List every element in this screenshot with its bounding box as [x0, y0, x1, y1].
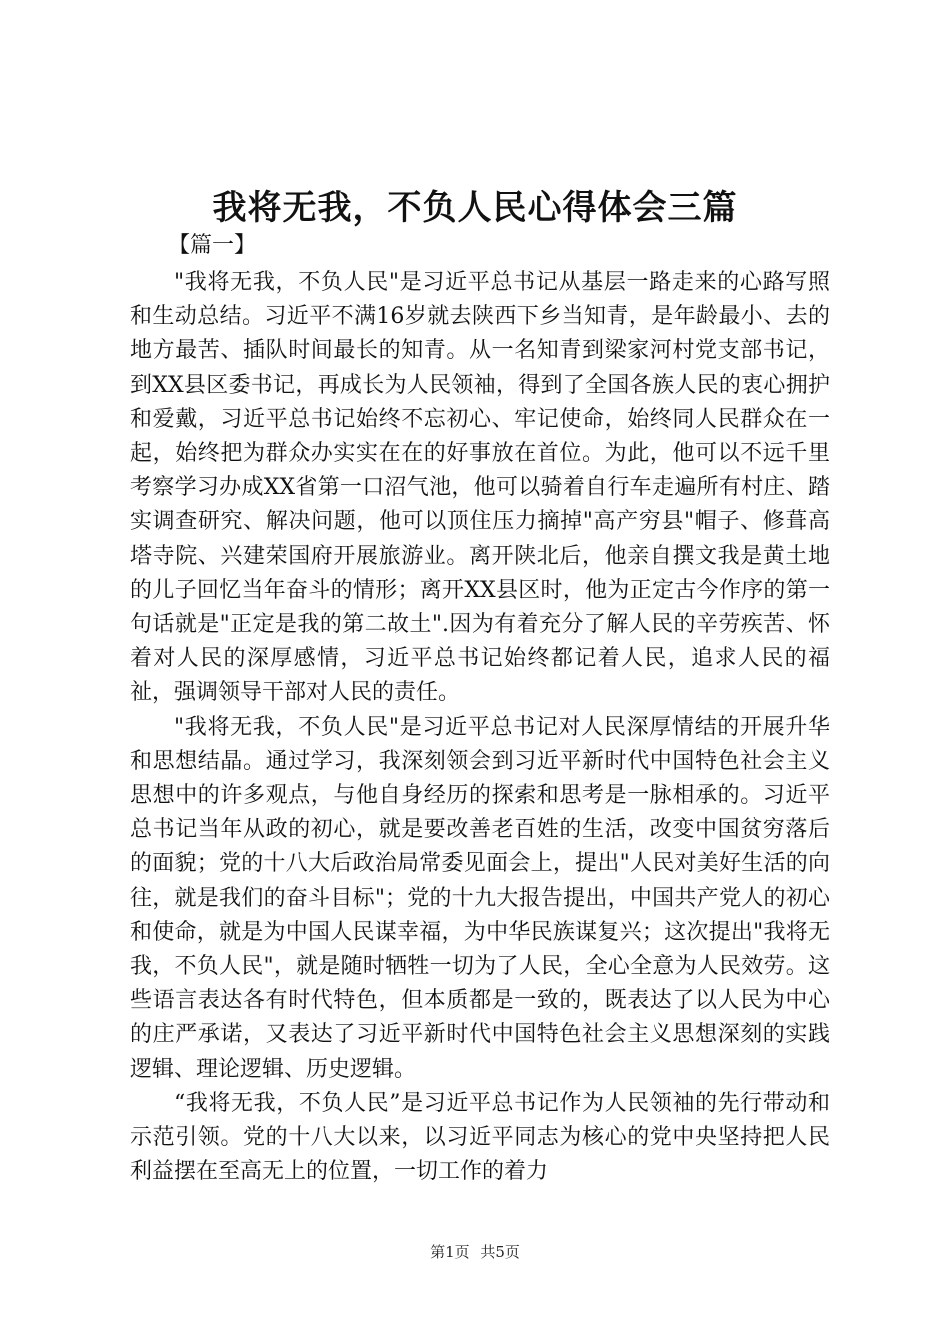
paragraph-1: "我将无我，不负人民"是习近平总书记从基层一路走来的心路写照和生动总结。习近平不满16岁就去陕西下乡当知青，是年龄最小、去的地方最苦、插队时间最长的知青。从一名知青到梁家河村党支部书记，到XX县区委书记，再成长为人民领袖，得到了全国各族人民的衷心拥护和爱戴，习近平总书记始终不忘初心、牢记使命，始终同人民群众在一起，始终把为群众办实实在在的好事放在首位。为此，他可以不远千里考察学习办成XX省第一口沼气池，他可以骑着自行车走遍所有村庄、踏实调查研究、解决问题，他可以顶住压力摘掉"高产穷县"帽子、修葺高塔寺院、兴建荣国府开展旅游业。离开陕北后，他亲自撰文我是黄土地的儿子回忆当年奋斗的情形；离开XX县区时，他为正定古今作序的第一句话就是"正定是我的第二故土".因为有着充分了解人民的辛劳疾苦、怀着对人民的深厚感情，习近平总书记始终都记着人民，追求人民的福祉，强调领导干部对人民的责任。	[130, 270, 830, 706]
paragraph-2: "我将无我，不负人民"是习近平总书记对人民深厚情结的开展升华和思想结晶。通过学习，我深刻领会到习近平新时代中国特色社会主义思想中的许多观点，与他自身经历的探索和思考是一脉相承的。习近平总书记当年从政的初心，就是要改善老百姓的生活，改变中国贫穷落后的面貌；党的十八大后政治局常委见面会上，提出"人民对美好生活的向往，就是我们的奋斗目标"；党的十九大报告提出，中国共产党人的初心和使命，就是为中国人民谋幸福，为中华民族谋复兴；这次提出"我将无我，不负人民"，就是随时牺牲一切为了人民，全心全意为人民效劳。这些语言表达各有时代特色，但本质都是一致的，既表达了以人民为中心的庄严承诺，又表达了习近平新时代中国特色社会主义思想深刻的实践逻辑、理论逻辑、历史逻辑。	[130, 714, 830, 1082]
section-label: 【篇一】	[168, 233, 257, 258]
body-text	[130, 266, 830, 1189]
paragraph-3: “我将无我，不负人民”是习近平总书记作为人民领袖的先行带动和示范引领。党的十八大以来，以习近平同志为核心的党中央坚持把人民利益摆在至高无上的位置，一切工作的着力	[130, 1090, 830, 1185]
page-total: 共5页	[480, 1243, 520, 1261]
page-title: 我将无我，不负人民心得体会三篇	[212, 188, 738, 228]
page-footer	[0, 1242, 950, 1262]
page-number: 第1页	[430, 1243, 470, 1261]
